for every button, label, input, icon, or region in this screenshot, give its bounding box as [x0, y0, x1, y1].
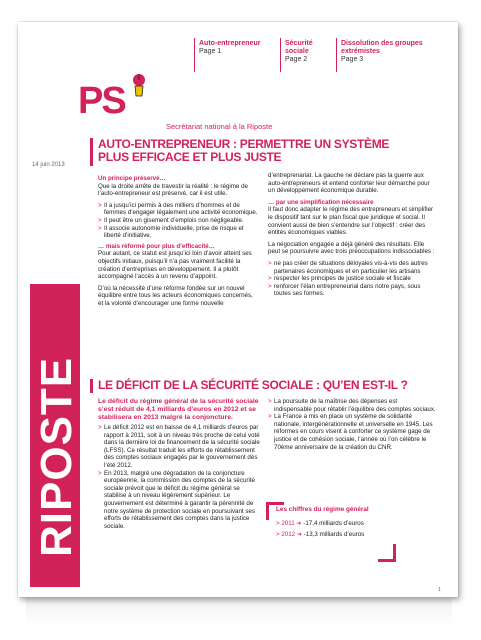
- chiffres-row: > 2012 ➜ -13,3 milliards d’euros: [276, 531, 365, 538]
- article2-col2: [268, 398, 436, 454]
- chiffres-title: Les chiffres du régime général: [276, 506, 369, 513]
- list-item: > La poursuite de la maîtrise des dépenses est indispensable pour rétablir l’équilibre des comptes sociaux.: [268, 398, 436, 413]
- article1-p5: Il faut donc adapter le régime des entrepreneurs et simplifier le dispositif tant sur le plan fiscal que juridique et social. Il convient aussi de bien s’entendre sur l’objectif : créer des entités économiques viables.: [268, 206, 434, 237]
- article2-col1: [98, 398, 260, 533]
- corner-mark: [266, 502, 284, 505]
- rose-fist-icon: [126, 72, 152, 98]
- list-item: > La France a mis en place un système de solidarité nationale, intergénérationnelle et universelle en 1945. Les réformes en cours visent à conforter ce système gage de justice et de cohésion sociale, l’année où l’on célèbre le 70ème anniversaire de la création du CNR.: [268, 413, 436, 451]
- list-item: > En 2013, malgré une dégradation de la conjoncture européenne, la commission des comptes de la sécurité sociale prévoit que le déficit du régime général se stabilise à un niveau légèrement supérieur. Le gouvernement est déterminé à garantir la pérennité de notre système de protection sociale en poursuivant ses efforts de rétablissement des comptes dans la justice sociale.: [98, 470, 260, 531]
- article1-bullets2: [268, 260, 436, 298]
- nav-auto-entrepreneur[interactable]: Auto-entrepreneur Page 1: [199, 40, 261, 55]
- nav-separator: [280, 38, 281, 72]
- article2-bullets1: [98, 424, 260, 530]
- article2-bullets2: [268, 398, 436, 451]
- chiffres-row: > 2011 ➜ -17,4 milliards d’euros: [276, 520, 364, 527]
- secretariat-label: Secrétariat national à la Riposte: [166, 122, 273, 131]
- list-item: > ne pas créer de situations déloyales vis-à-vis des autres partenaires économiques et en particulier les artisans: [268, 260, 436, 275]
- article1-bullets1: [98, 202, 258, 240]
- article1-sub3: … par une simplification nécessaire: [268, 198, 374, 206]
- nav-separator: [194, 38, 195, 72]
- article1-p3: D’où la nécessité d’une réforme fondée sur un nouvel équilibre entre tous les acteurs économiques concernés, et la volonté d’encourager une forme nouvelle: [98, 284, 253, 307]
- list-item: > respecter les principes de justice sociale et fiscale: [268, 275, 436, 283]
- article1-p4: d’entreprenariat. La gauche ne déclare pas la guerre aux auto-entrepreneurs et entend conforter leur démarche pour un développement économique durable.: [268, 172, 430, 195]
- nav-separator: [336, 38, 337, 72]
- article1-p2: Pour autant, ce statut est jusqu’ici loin d’avoir atteint ses objectifs initiaux, puisqu’il n’a pas vraiment facilité la création d’entreprises en développement. Il a plutôt accompagné l’accès à un revenu d’appoint.: [98, 250, 252, 281]
- article1-p1: Que la droite arrête de travestir la réalité : le régime de l’auto-entrepreneur est préservé, car il est utile.: [98, 182, 248, 198]
- list-item: > renforcer l’élan entrepreneurial dans notre pays, sous toutes ses formes.: [268, 283, 436, 298]
- title-rule: [90, 138, 93, 166]
- article2-lead: Le déficit du régime général de la sécurité sociale s’est réduit de 4,1 milliards d’euros en 2012 et se stabilisera en 2013 malgré la conjoncture.: [98, 398, 259, 421]
- article1-sub2: … mais réformé pour plus d’efficacité…: [98, 242, 215, 250]
- article1-p6: La négociation engagée a déjà généré des résultats. Elle peut se poursuivre avec trois préoccupations indissociables :: [268, 240, 435, 256]
- article1-title: AUTO-ENTREPRENEUR : PERMETTRE UN SYSTÈME PLUS EFFICACE ET PLUS JUSTE: [98, 137, 390, 164]
- corner-mark: [378, 559, 396, 562]
- ps-logo: PS: [78, 80, 125, 122]
- chiffres-box: [266, 502, 396, 562]
- newsletter-page: [18, 22, 458, 597]
- nav-securite-sociale[interactable]: Sécurité sociale Page 2: [285, 40, 313, 63]
- issue-date: 14 juin 2013: [32, 162, 65, 168]
- list-item: > Il a jusqu’ici permis à des milliers d’hommes et de femmes d’engager légalement une activité économique.: [98, 202, 258, 217]
- article2-title: LE DÉFICIT DE LA SÉCURITÉ SOCIALE : QU’EN EST-IL ?: [98, 378, 408, 392]
- list-item: > Il peut être un gisement d’emplois non négligeable.: [98, 217, 258, 225]
- list-item: > Le déficit 2012 est en baisse de 4,1 milliards d’euros par rapport à 2011, soit à un niveau très proche de celui voté dans la dernière loi de financement de la sécurité sociale (LFSS). Ce résultat traduit les efforts de rétablissement des comptes sociaux engagés par le gouvernement dès l’été 2012.: [98, 424, 260, 470]
- article1-col1: [98, 172, 258, 312]
- article1-sub1: Un principe préservé…: [98, 175, 166, 182]
- riposte-label: RIPOSTE: [32, 356, 81, 557]
- article1-col2: [268, 172, 436, 301]
- title-rule: [90, 379, 93, 393]
- nav-dissolution[interactable]: Dissolution des groupes extrémistes Page 3: [341, 40, 423, 63]
- page-reflection: [26, 598, 452, 628]
- page-number: 1: [438, 587, 441, 593]
- list-item: > Il associe autonomie individuelle, prise de risque et liberté d’initiative.: [98, 225, 258, 240]
